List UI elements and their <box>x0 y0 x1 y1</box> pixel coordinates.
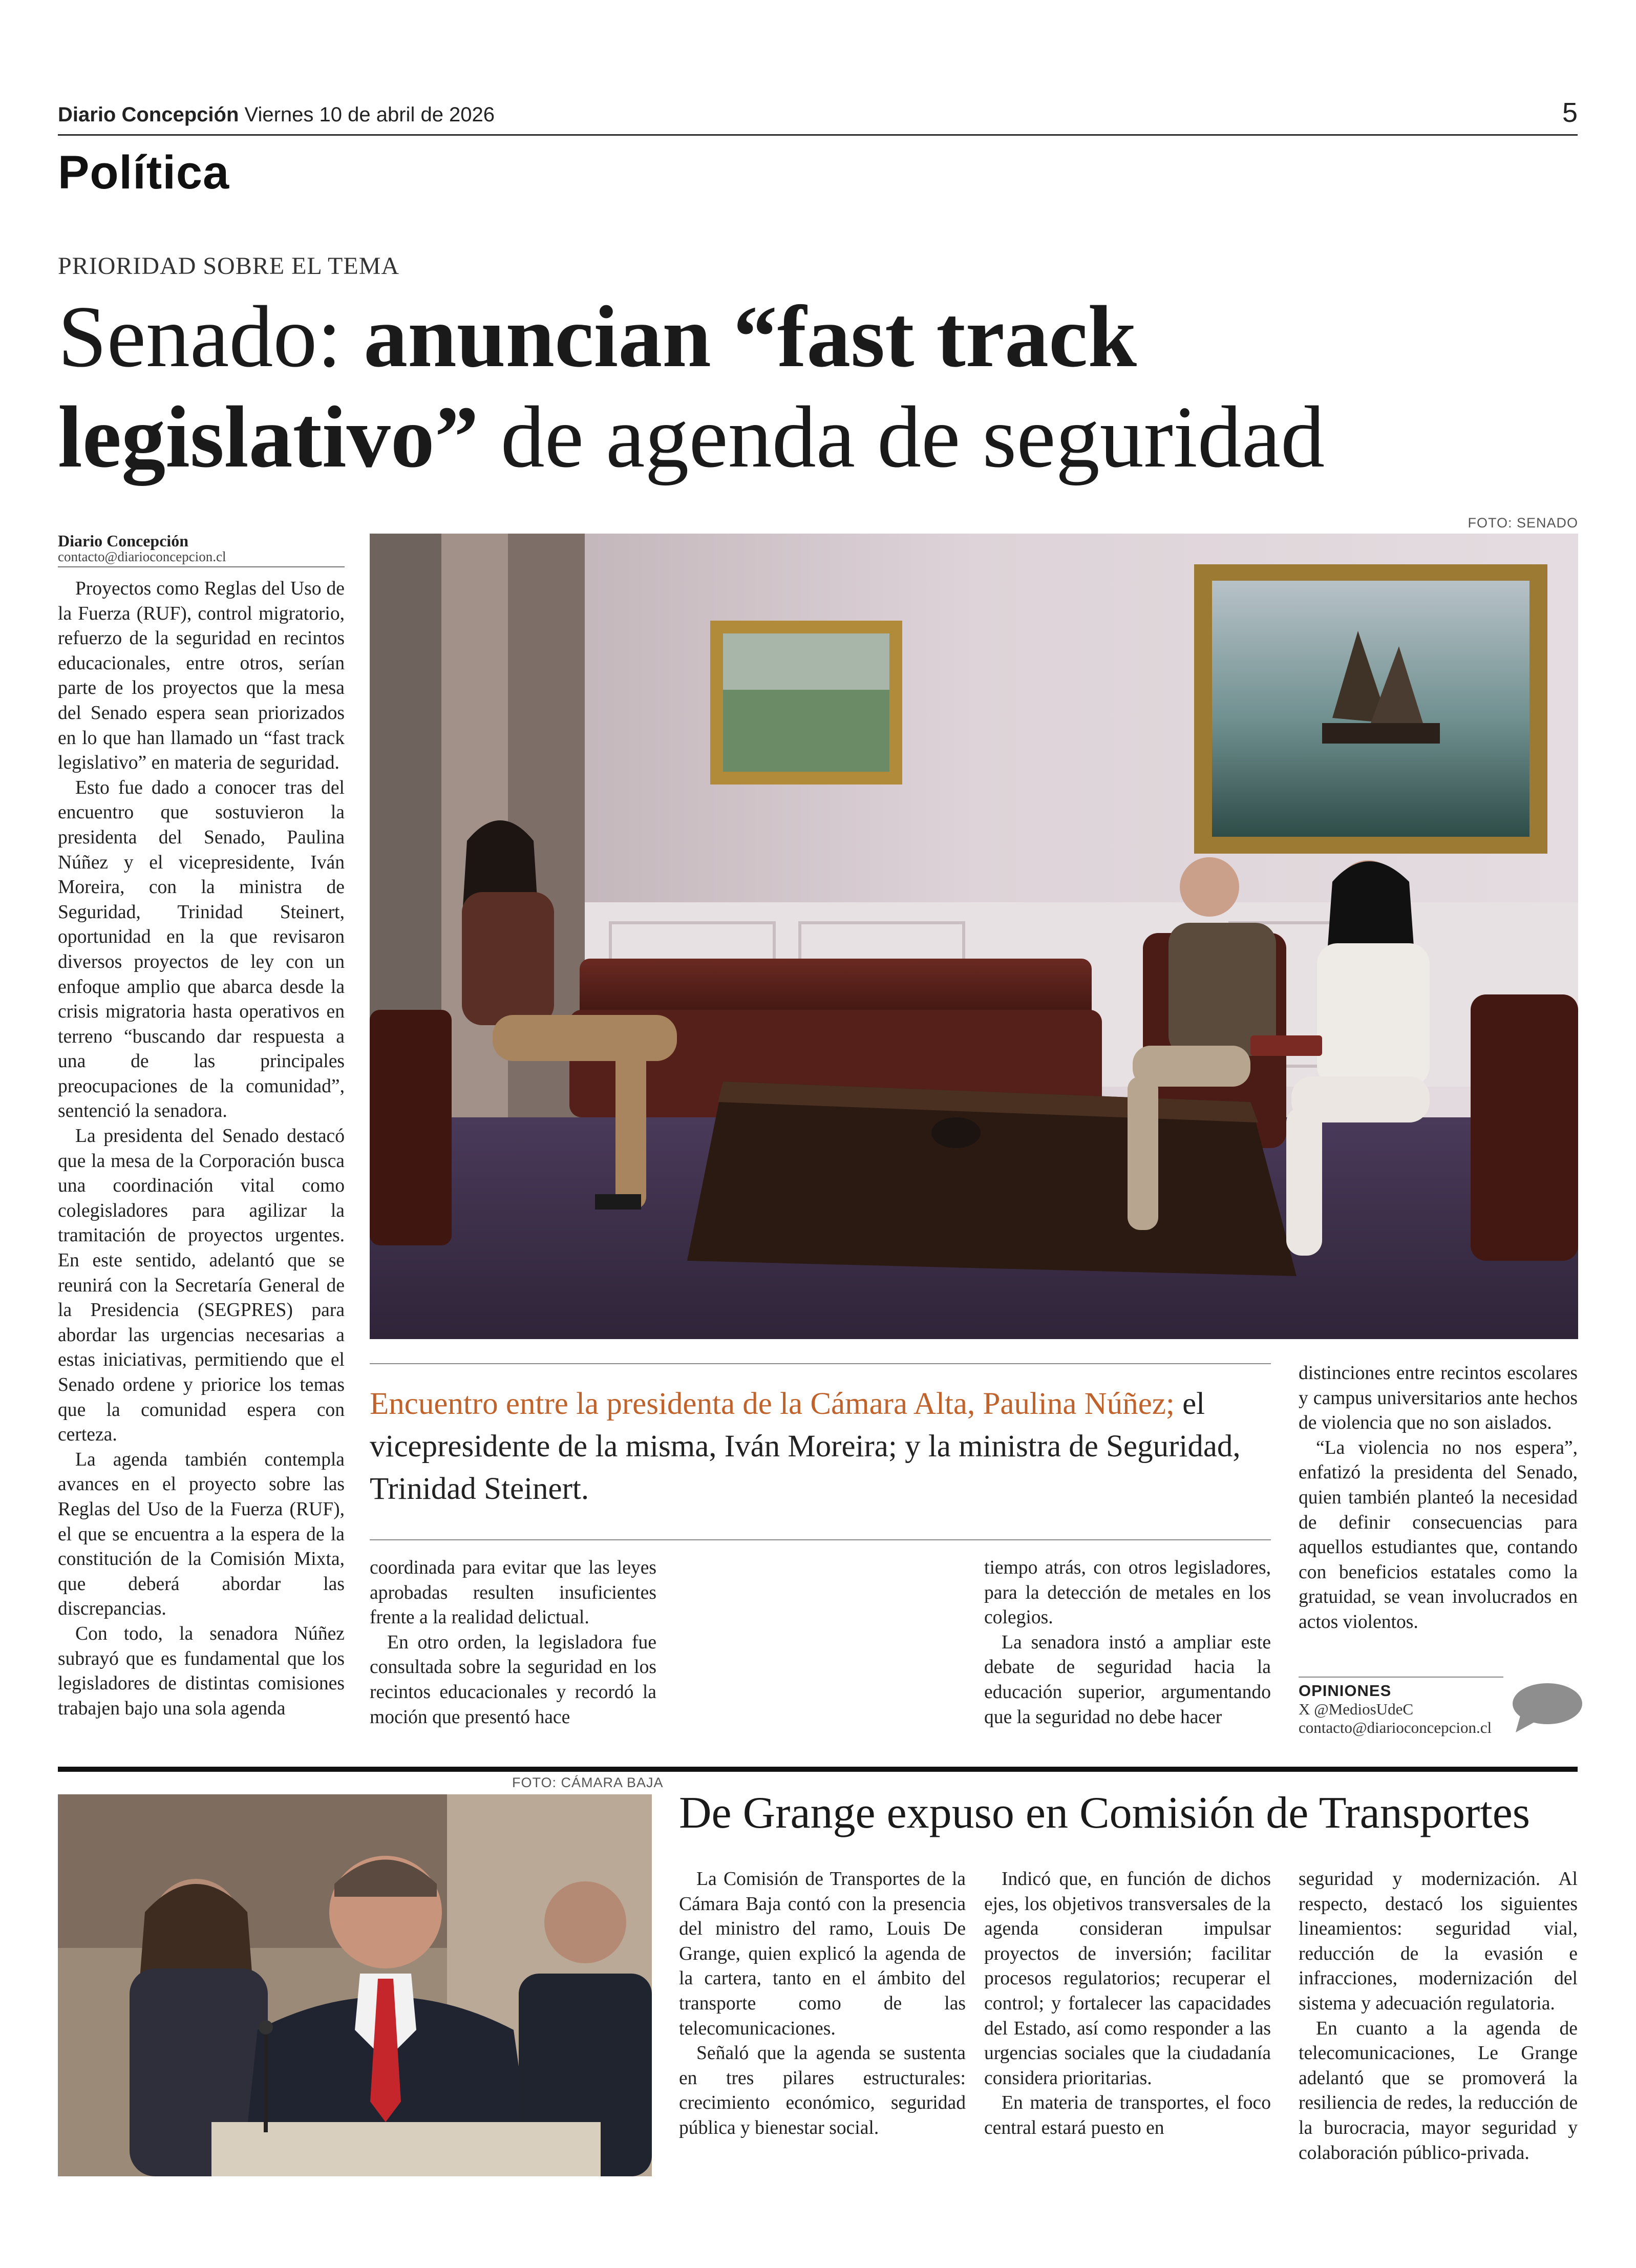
minister-photo-illustration <box>58 1794 652 2176</box>
paragraph: tiempo atrás, con otros legisladores, para la detección de metales en los colegios. <box>984 1557 1271 1628</box>
article2-headline: De Grange expuso en Comisión de Transportes <box>679 1788 1531 1838</box>
paragraph: seguridad y modernización. Al respecto, destacó los siguientes lineamientos: seguridad vial, reducción de la evasión e infracciones, modernización del sistema y adecuación regulatoria. <box>1299 1869 1578 2014</box>
paragraph: La senadora instó a ampliar este debate de seguridad hacia la educación superior, argumentando que la seguridad no debe hacer <box>984 1631 1271 1728</box>
paper-name: Diario Concepción <box>58 103 239 126</box>
byline-email: contacto@diarioconcepcion.cl <box>58 549 226 564</box>
paragraph: Con todo, la senadora Núñez subrayó que es fundamental que los legisladores de distintas comisiones trabajen bajo una sola agenda <box>58 1623 345 1719</box>
caption-text: el vicepresidente de la misma, Iván Moreira; y la ministra de Seguridad, Trinidad Steinert. <box>370 1387 1241 1506</box>
paragraph: La Comisión de Transportes de la Cámara Baja contó con la presencia del ministro del ramo, Louis De Grange, quien explicó la agenda de la cartera, tanto en el ámbito del transporte como de las telecomunicaciones. <box>679 1869 966 2039</box>
article2-column-1 <box>679 1867 966 2141</box>
article-column-2 <box>370 1556 656 1730</box>
article-column-3 <box>984 1556 1271 1730</box>
paragraph: La agenda también contempla avances en el proyecto sobre las Reglas del Uso de la Fuerza (RUF), el que se encuentra a la espera de la constitución de la Comisión Mixta, que deberá abordar las discrepancias. <box>58 1449 345 1620</box>
minister-photo <box>58 1794 652 2176</box>
masthead <box>58 103 495 126</box>
headline-part: de agenda de seguridad <box>478 389 1325 486</box>
header-rule <box>58 134 1578 136</box>
photo2-credit: FOTO: CÁMARA BAJA <box>512 1775 664 1790</box>
meeting-photo-illustration <box>370 534 1578 1339</box>
byline-rule <box>58 566 345 567</box>
paragraph: En otro orden, la legisladora fue consultada sobre la seguridad en los recintos educacionales y recordó la moción que presentó hace <box>370 1631 656 1728</box>
opinions-handle: X @MediosUdeC <box>1299 1700 1414 1718</box>
paragraph: Señaló que la agenda se sustenta en tres pilares estructurales: crecimiento económico, seguridad pública y bienestar social. <box>679 2043 966 2138</box>
article-column-1 <box>58 577 345 1721</box>
caption-highlight: Encuentro entre la presidenta de la Cámara Alta, Paulina Núñez; <box>370 1387 1175 1421</box>
headline-part: Senado: <box>58 288 364 386</box>
article2-column-3 <box>1299 1867 1578 2166</box>
headline-part-bold: anuncian “fast track <box>364 288 1137 386</box>
headline-part-bold: legislativo” <box>58 389 479 486</box>
paragraph: “La violencia no nos espera”, enfatizó la presidenta del Senado, quien también planteó la necesidad de definir consecuencias para aquellos estudiantes que, contando con beneficios estatales como la gratuidad, se vean involucrados en actos violentos. <box>1299 1437 1578 1633</box>
paragraph: distinciones entre recintos escolares y campus universitarios ante hechos de violencia que no son aislados. <box>1299 1363 1578 1434</box>
issue-date: Viernes 10 de abril de 2026 <box>244 103 495 126</box>
paragraph: Indicó que, en función de dichos ejes, los objetivos transversales de la agenda consideran impulsar proyectos de inversión; facilitar procesos regulatorios; recuperar el control; y fortalecer las capacidades del Estado, así como responder a las urgencias sociales que la ciudadanía considera prioritarias. <box>984 1869 1271 2089</box>
paragraph: En cuanto a la agenda de telecomunicaciones, Le Grange adelantó que se promoverá la resiliencia de redes, la reducción de la burocracia, mayor seguridad y colaboración público-privada. <box>1299 2018 1578 2164</box>
caption-rule-top <box>370 1363 1271 1364</box>
paragraph: Proyectos como Reglas del Uso de la Fuerza (RUF), control migratorio, refuerzo de la seguridad en recintos educacionales, entre otros, serían parte de los proyectos que la mesa del Senado espera sean priorizados en lo que han llamado un “fast track legislativo” en materia de seguridad. <box>58 578 345 774</box>
page-header <box>58 99 1578 126</box>
article2-column-2 <box>984 1867 1271 2141</box>
section-title: Política <box>58 146 230 199</box>
paragraph: La presidenta del Senado destacó que la mesa de la Corporación busca una coordinación vital como colegisladores para agilizar la tramitación de proyectos urgentes. En este sentido, adelantó que se reunirá con la Secretaría General de la Presidencia (SEGPRES) para abordar las urgencias necesarias a estas iniciativas, permitiendo que el Senado ordene y priorice los temas que la comunidad espera con certeza. <box>58 1126 345 1446</box>
caption-rule-bottom <box>370 1539 1271 1540</box>
photo-credit: FOTO: SENADO <box>1468 515 1578 531</box>
meeting-photo <box>370 534 1578 1339</box>
article-separator <box>58 1767 1578 1772</box>
byline-name: Diario Concepción <box>58 532 189 550</box>
article-headline <box>58 287 1584 487</box>
paragraph: En materia de transportes, el foco central estará puesto en <box>984 2092 1271 2138</box>
article-column-4 <box>1299 1361 1578 1635</box>
opinions-email: contacto@diarioconcepcion.cl <box>1299 1719 1492 1736</box>
photo-caption <box>370 1383 1271 1510</box>
paragraph: Esto fue dado a conocer tras del encuentro que sostuvieron la presidenta del Senado, Paulina Núñez y el vicepresidente, Iván Moreira, con la ministra de Seguridad, Trinidad Steinert, oportunidad en la que revisaron diversos proyectos de ley con un enfoque amplio que abarca desde la crisis migratoria hasta operativos en terreno “buscando dar respuesta a una de las principales preocupaciones de la comunidad”, sentenció la senadora. <box>58 777 345 1122</box>
opinions-rule <box>1299 1677 1503 1678</box>
paragraph: coordinada para evitar que las leyes aprobadas resulten insuficientes frente a la realidad delictual. <box>370 1557 656 1628</box>
article-kicker: PRIORIDAD SOBRE EL TEMA <box>58 252 400 280</box>
opinions-title: OPINIONES <box>1299 1682 1392 1700</box>
speech-bubble-icon <box>1512 1682 1583 1736</box>
page-number: 5 <box>1562 97 1578 128</box>
